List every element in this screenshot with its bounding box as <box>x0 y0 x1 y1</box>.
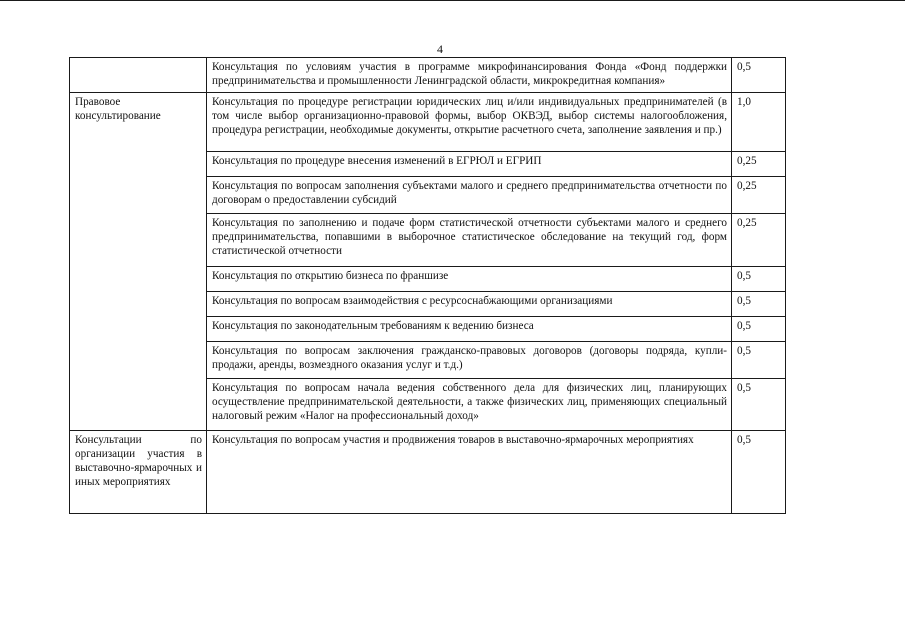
value-cell: 0,5 <box>732 431 786 514</box>
value-cell: 1,0 <box>732 93 786 152</box>
description-cell: Консультация по условиям участия в программе микрофинансирования Фонда «Фонд поддержки предпринимательства и промышленности Ленинградской области, микрокредитная компания» <box>207 58 732 93</box>
category-cell-legal-consulting <box>70 93 207 431</box>
description-cell: Консультация по процедуре внесения изменений в ЕГРЮЛ и ЕГРИП <box>207 152 732 177</box>
description-cell: Консультация по вопросам заполнения субъектами малого и среднего предпринимательства отчетности по договорам о предоставлении субсидий <box>207 177 732 214</box>
description-cell: Консультация по вопросам начала ведения собственного дела для физических лиц, планирующих осуществление предпринимательской деятельности, а также физических лиц, применяющих специальный налоговый режим «Налог на профессиональный доход» <box>207 379 732 431</box>
value-cell: 0,5 <box>732 317 786 342</box>
table-row <box>70 58 786 93</box>
description-cell: Консультация по вопросам участия и продвижения товаров в выставочно-ярмарочных мероприятиях <box>207 431 732 514</box>
category-label: Правовое консультирование <box>75 96 161 122</box>
description-cell: Консультация по открытию бизнеса по франшизе <box>207 267 732 292</box>
consultation-table <box>69 57 786 514</box>
value-cell: 0,5 <box>732 379 786 431</box>
value-cell: 0,5 <box>732 267 786 292</box>
value-cell: 0,5 <box>732 342 786 379</box>
table-row <box>70 93 786 152</box>
category-cell-empty <box>70 58 207 93</box>
description-cell: Консультация по заполнению и подаче форм статистической отчетности субъектами малого и среднего предпринимательства, попавшими в выборочное статистическое обследование на текущий год, форм статистической отчетности <box>207 214 732 267</box>
description-cell: Консультация по процедуре регистрации юридических лиц и/или индивидуальных предпринимателей (в том числе выбор организационно-правовой формы, выбор ОКВЭД, выбор системы налогообложения, процедура регистрации, необходимые документы, открытие расчетного счета, заполнение заявления и пр.) <box>207 93 732 152</box>
category-cell-exhibitions: Консультации по организации участия в выставочно-ярмарочных и иных мероприятиях <box>70 431 207 514</box>
description-cell: Консультация по вопросам заключения гражданско-правовых договоров (договоры подряда, купли-продажи, аренды, возмездного оказания услуг и т.д.) <box>207 342 732 379</box>
value-cell: 0,25 <box>732 152 786 177</box>
value-cell: 0,5 <box>732 292 786 317</box>
value-cell: 0,25 <box>732 214 786 267</box>
page-number: 4 <box>437 42 443 56</box>
page-top-border <box>0 0 905 1</box>
value-cell: 0,25 <box>732 177 786 214</box>
description-cell: Консультация по законодательным требованиям к ведению бизнеса <box>207 317 732 342</box>
description-cell: Консультация по вопросам взаимодействия с ресурсоснабжающими организациями <box>207 292 732 317</box>
table-row <box>70 431 786 514</box>
value-cell: 0,5 <box>732 58 786 93</box>
